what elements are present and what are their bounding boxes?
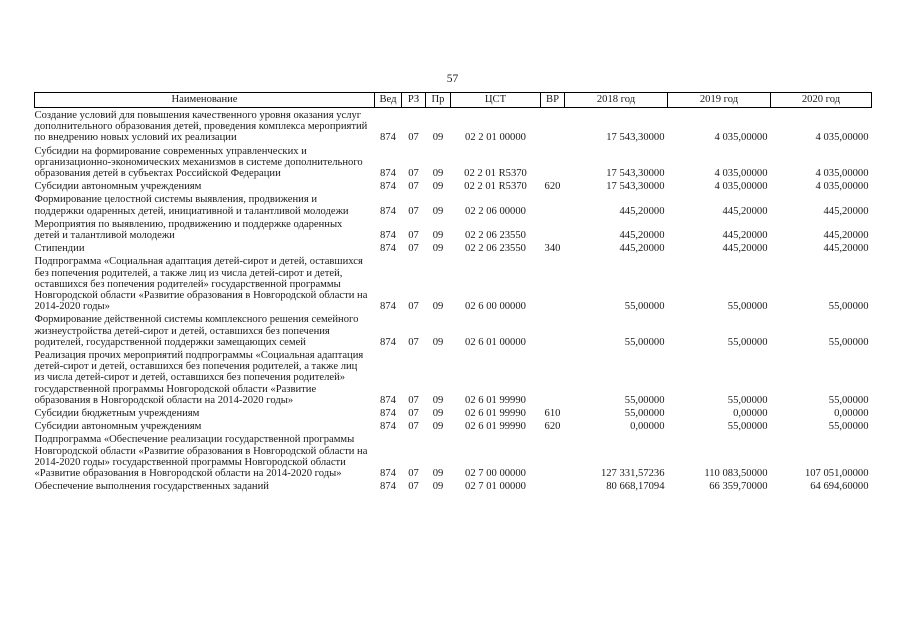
- cell-2020: 445,20000: [823, 205, 869, 217]
- table-row: [35, 419, 872, 432]
- header-rz: РЗ: [402, 93, 426, 108]
- cell-ved: 874: [380, 301, 396, 313]
- cell-name: Создание условий для повышения качественного уровня оказания услуг дополнительного образования детей, проведения комплекса мероприятий по внедрению новых условий их реализации: [34, 110, 368, 144]
- cell-2018: 445,20000: [619, 243, 665, 255]
- cell-name: Формирование действенной системы комплексного решения семейного жизнеустройства детей-сирот и детей, оставшихся без попечения родителей, государственной поддержки замещающих семей: [34, 314, 359, 348]
- cell-2018: 17 543,30000: [606, 132, 665, 144]
- cell-name: Формирование целостной системы выявления, продвижения и поддержки одаренных детей, инициативной и талантливой молодежи: [34, 194, 349, 217]
- cell-cst: 02 2 06 23550: [465, 243, 526, 255]
- cell-vr: 610: [544, 408, 561, 420]
- cell-vr: [541, 144, 565, 180]
- cell-name: Подпрограмма «Обеспечение реализации государственной программы Новгородской области «Развитие образования в Новгородской области на 2014-2020 годы» государственной программы Новгородской области «Развитие образования в Новгородской области на 2014-2020 годы»: [34, 434, 368, 480]
- cell-vr: [541, 348, 565, 406]
- cell-rz: 07: [408, 421, 419, 433]
- cell-2019: 55,00000: [727, 421, 768, 433]
- cell-2018: 445,20000: [619, 230, 665, 242]
- cell-rz: 07: [408, 132, 419, 144]
- cell-cst: 02 6 01 99990: [465, 408, 526, 420]
- cell-ved: 874: [380, 181, 396, 193]
- cell-pr: 09: [432, 168, 444, 180]
- cell-2020: 445,20000: [823, 243, 869, 255]
- table-row: [35, 179, 872, 192]
- cell-name: Стипендии: [34, 243, 85, 255]
- cell-2019: 445,20000: [722, 243, 768, 255]
- cell-2018: 55,00000: [624, 394, 665, 406]
- cell-ved: 874: [380, 336, 396, 348]
- cell-2019: 55,00000: [727, 394, 768, 406]
- cell-name: Субсидии автономным учреждениям: [34, 421, 202, 433]
- cell-ved: 874: [380, 230, 396, 242]
- budget-table: [34, 92, 872, 493]
- table-row: [35, 312, 872, 348]
- cell-2020: 55,00000: [828, 336, 869, 348]
- cell-pr: 09: [432, 336, 444, 348]
- cell-ved: 874: [380, 408, 396, 420]
- cell-name: Обеспечение выполнения государственных заданий: [34, 481, 269, 493]
- table-row: [35, 432, 872, 479]
- cell-vr: [541, 254, 565, 312]
- table-row: [35, 108, 872, 144]
- cell-pr: 09: [432, 301, 444, 313]
- cell-cst: 02 6 01 99990: [465, 421, 526, 433]
- header-cst: ЦСТ: [451, 93, 541, 108]
- cell-pr: 09: [432, 468, 444, 480]
- cell-name: Реализация прочих мероприятий подпрограммы «Социальная адаптация детей-сирот и детей, оставшихся без попечения родителей, а также лиц из числа детей-сирот и детей, оставшихся без попечения родителей» государственной программы Новгородской области «Развитие образования в Новгородской области на 2014-2020 годы»: [34, 350, 364, 406]
- table-row: [35, 192, 872, 216]
- cell-cst: 02 6 01 99990: [465, 394, 526, 406]
- cell-2020: 64 694,60000: [810, 481, 869, 493]
- header-ved: Вед: [375, 93, 402, 108]
- table-row: [35, 254, 872, 312]
- cell-rz: 07: [408, 408, 419, 420]
- table-row: [35, 479, 872, 492]
- cell-rz: 07: [408, 168, 419, 180]
- cell-2019: 4 035,00000: [714, 181, 768, 193]
- cell-ved: 874: [380, 168, 396, 180]
- cell-cst: 02 2 01 R5370: [464, 168, 527, 180]
- cell-pr: 09: [432, 421, 444, 433]
- cell-vr: [541, 108, 565, 144]
- cell-2018: 55,00000: [624, 336, 665, 348]
- cell-name: Субсидии бюджетным учреждениям: [34, 408, 200, 420]
- cell-2020: 55,00000: [828, 394, 869, 406]
- cell-cst: 02 7 00 00000: [465, 468, 526, 480]
- cell-ved: 874: [380, 394, 396, 406]
- table-header-row: [35, 93, 872, 108]
- cell-rz: 07: [408, 468, 419, 480]
- cell-pr: 09: [432, 230, 444, 242]
- cell-name: Субсидии на формирование современных управленческих и организационно-экономических механизмов в системе дополнительного образования детей в субъектах Российской Федерации: [34, 145, 363, 180]
- cell-2020: 107 051,00000: [804, 468, 869, 480]
- cell-rz: 07: [408, 301, 419, 313]
- cell-rz: 07: [408, 230, 419, 242]
- cell-vr: [541, 192, 565, 216]
- cell-pr: 09: [432, 408, 444, 420]
- cell-cst: 02 6 00 00000: [465, 301, 526, 313]
- cell-rz: 07: [408, 394, 419, 406]
- cell-name: Субсидии автономным учреждениям: [34, 181, 202, 193]
- cell-vr: [541, 312, 565, 348]
- cell-name: Мероприятия по выявлению, продвижению и поддержке одаренных детей и талантливой молодежи: [34, 218, 343, 242]
- cell-vr: [541, 432, 565, 479]
- cell-2020: 4 035,00000: [815, 168, 869, 180]
- cell-2018: 80 668,17094: [606, 481, 665, 493]
- header-2020: 2020 год: [771, 93, 872, 108]
- cell-ved: 874: [380, 243, 396, 255]
- table-row: [35, 144, 872, 180]
- cell-ved: 874: [380, 421, 396, 433]
- cell-pr: 09: [432, 205, 444, 217]
- cell-2020: 55,00000: [828, 421, 869, 433]
- cell-2018: 445,20000: [619, 205, 665, 217]
- page-number: 57: [446, 73, 459, 85]
- cell-ved: 874: [380, 468, 396, 480]
- table-row: [35, 406, 872, 419]
- cell-vr: [541, 479, 565, 492]
- cell-cst: 02 2 01 00000: [465, 132, 526, 144]
- cell-rz: 07: [408, 481, 419, 493]
- cell-2019: 4 035,00000: [714, 132, 768, 144]
- header-vr: ВР: [541, 93, 565, 108]
- cell-pr: 09: [432, 394, 444, 406]
- cell-2020: 4 035,00000: [815, 181, 869, 193]
- cell-cst: 02 6 01 00000: [465, 336, 526, 348]
- header-pr: Пр: [426, 93, 451, 108]
- cell-pr: 09: [432, 481, 444, 493]
- cell-ved: 874: [380, 481, 396, 493]
- cell-2019: 445,20000: [722, 230, 768, 242]
- cell-vr: 340: [544, 243, 561, 255]
- header-2019: 2019 год: [668, 93, 771, 108]
- cell-2020: 4 035,00000: [815, 132, 869, 144]
- cell-vr: 620: [544, 181, 561, 193]
- cell-name: Подпрограмма «Социальная адаптация детей-сирот и детей, оставшихся без попечения родителей, а также лиц из числа детей-сирот и детей, оставшихся без попечения родителей» государственной программы Новгородской области «Развитие образования в Новгородской области на 2014-2020 годы»: [34, 256, 368, 313]
- cell-ved: 874: [380, 132, 396, 144]
- table-row: [35, 241, 872, 254]
- cell-2018: 0,00000: [630, 421, 665, 433]
- header-2018: 2018 год: [565, 93, 668, 108]
- cell-cst: 02 2 06 00000: [465, 205, 526, 217]
- cell-2019: 445,20000: [722, 205, 768, 217]
- cell-vr: [541, 217, 565, 241]
- cell-cst: 02 2 06 23550: [465, 230, 526, 242]
- cell-2020: 55,00000: [828, 301, 869, 313]
- cell-2020: 445,20000: [823, 230, 869, 242]
- cell-pr: 09: [432, 132, 444, 144]
- cell-2018: 127 331,57236: [600, 468, 665, 480]
- cell-2018: 55,00000: [624, 301, 665, 313]
- cell-rz: 07: [408, 181, 419, 193]
- cell-cst: 02 7 01 00000: [465, 481, 526, 493]
- cell-2019: 55,00000: [727, 336, 768, 348]
- cell-pr: 09: [432, 243, 444, 255]
- cell-2019: 4 035,00000: [714, 168, 768, 180]
- cell-pr: 09: [432, 181, 444, 193]
- cell-2020: 0,00000: [834, 408, 869, 420]
- cell-2019: 110 083,50000: [704, 468, 768, 480]
- header-name: Наименование: [35, 93, 375, 108]
- cell-cst: 02 2 01 R5370: [464, 181, 527, 193]
- cell-rz: 07: [408, 205, 419, 217]
- cell-rz: 07: [408, 336, 419, 348]
- cell-ved: 874: [380, 205, 396, 217]
- cell-2019: 55,00000: [727, 301, 768, 313]
- cell-2019: 0,00000: [733, 408, 768, 420]
- cell-2018: 17 543,30000: [606, 168, 665, 180]
- cell-2018: 55,00000: [624, 408, 665, 420]
- cell-vr: 620: [544, 421, 561, 433]
- cell-2018: 17 543,30000: [606, 181, 665, 193]
- table-row: [35, 348, 872, 406]
- table-row: [35, 217, 872, 241]
- cell-rz: 07: [408, 243, 419, 255]
- cell-2019: 66 359,70000: [709, 481, 768, 493]
